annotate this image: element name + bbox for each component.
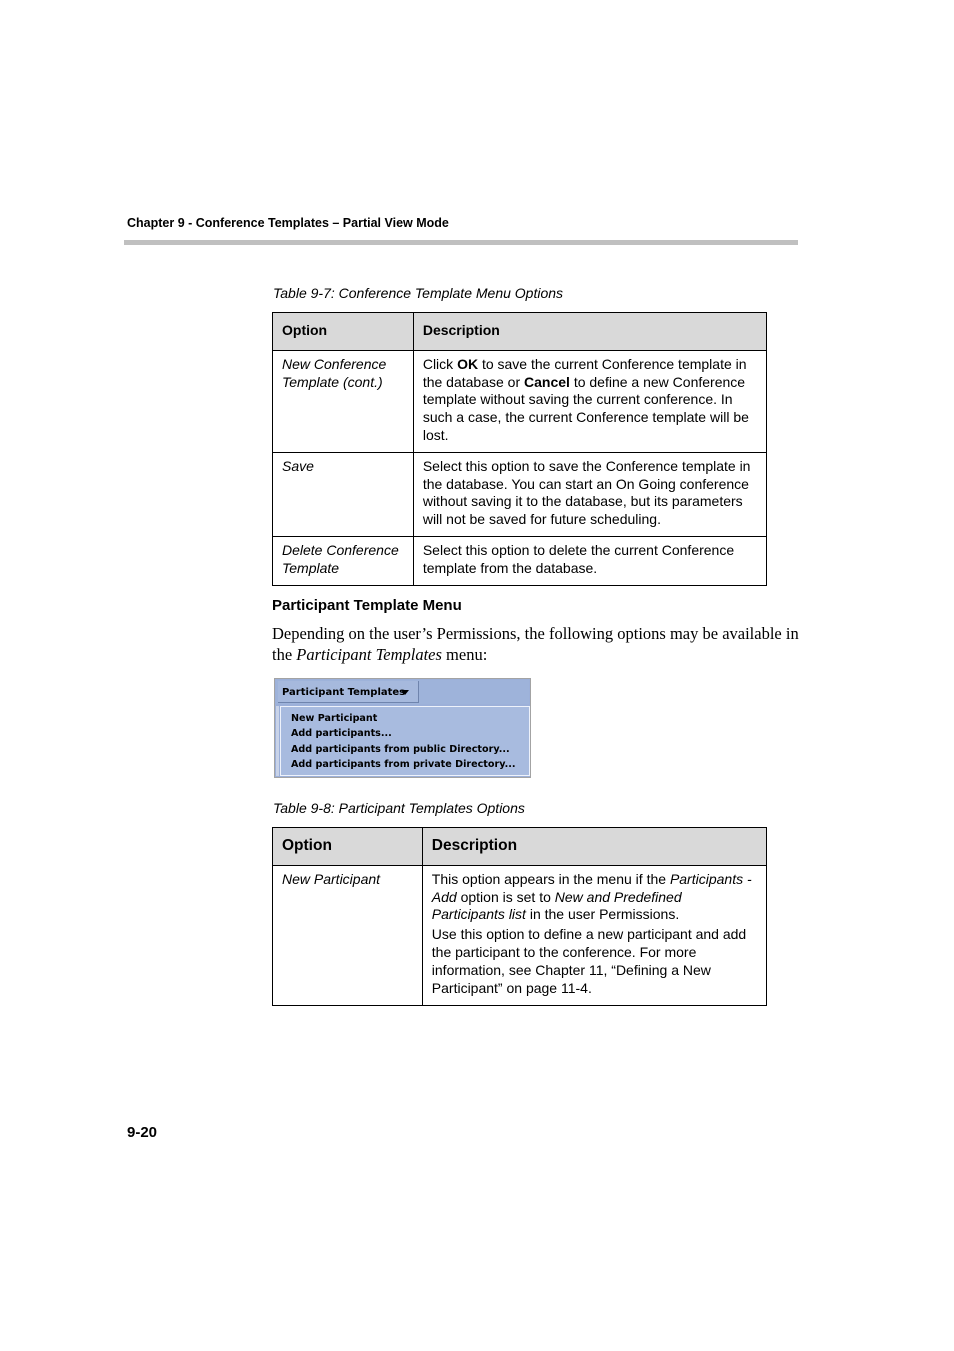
description-cell: This option appears in the menu if the Participants - Add option is set to New and Predefined Participants list in the user Permissions. Use this option to define a new participant and add the participant to the conference. For more information, see Chapter 11, “Defining a New Participant” on page 11-4. — [422, 865, 766, 1006]
participant-templates-options-table — [272, 827, 767, 1006]
menu-edge — [276, 706, 279, 776]
option-cell: New Conference Template (cont.) — [273, 350, 414, 452]
option-cell: Delete Conference Template — [273, 536, 414, 585]
menu-item-add-from-public-directory[interactable]: Add participants from public Directory... — [291, 744, 510, 755]
menu-bar — [276, 680, 529, 704]
table-row — [273, 536, 767, 585]
option-cell: New Participant — [273, 865, 423, 1006]
menu-item-add-from-private-directory[interactable]: Add participants from private Directory... — [291, 759, 516, 770]
table-row — [273, 350, 767, 452]
table-row — [273, 452, 767, 536]
table-caption: Table 9-7: Conference Template Menu Options — [273, 285, 564, 301]
column-header-description: Description — [422, 828, 766, 866]
section-heading: Participant Template Menu — [272, 597, 462, 614]
column-header-option: Option — [273, 313, 414, 351]
header-rule — [124, 240, 798, 245]
description-cell: Select this option to delete the current Conference template from the database. — [413, 536, 766, 585]
table-row — [273, 865, 767, 1006]
table-header-row — [273, 313, 767, 351]
page-number: 9-20 — [127, 1124, 158, 1141]
menu-item-new-participant[interactable]: New Participant — [291, 713, 378, 724]
participant-templates-menu-button[interactable] — [278, 681, 419, 703]
dropdown-menu — [280, 706, 530, 776]
table-caption: Table 9-8: Participant Templates Options — [273, 800, 525, 816]
description-cell: Click OK to save the current Conference template in the database or Cancel to define a new Conference template without saving the current conference. In such a case, the current Conference template will be lost. — [413, 350, 766, 452]
column-header-description: Description — [413, 313, 766, 351]
option-cell: Save — [273, 452, 414, 536]
description-cell: Select this option to save the Conference template in the database. You can start an On Going conference without saving it to the database, but its parameters will not be saved for future scheduling. — [413, 452, 766, 536]
body-paragraph: Depending on the user’s Permissions, the following options may be available in the Participant Templates menu: — [272, 624, 799, 664]
table-header-row — [273, 828, 767, 866]
menu-title: Participant Templates — [282, 687, 406, 698]
column-header-option: Option — [273, 828, 423, 866]
conference-template-options-table — [272, 312, 767, 586]
running-header: Chapter 9 - Conference Templates – Partial View Mode — [127, 216, 449, 230]
dropdown-arrow-icon — [401, 690, 409, 695]
menu-item-add-participants[interactable]: Add participants... — [291, 728, 392, 739]
participant-templates-menu-screenshot — [274, 678, 531, 778]
